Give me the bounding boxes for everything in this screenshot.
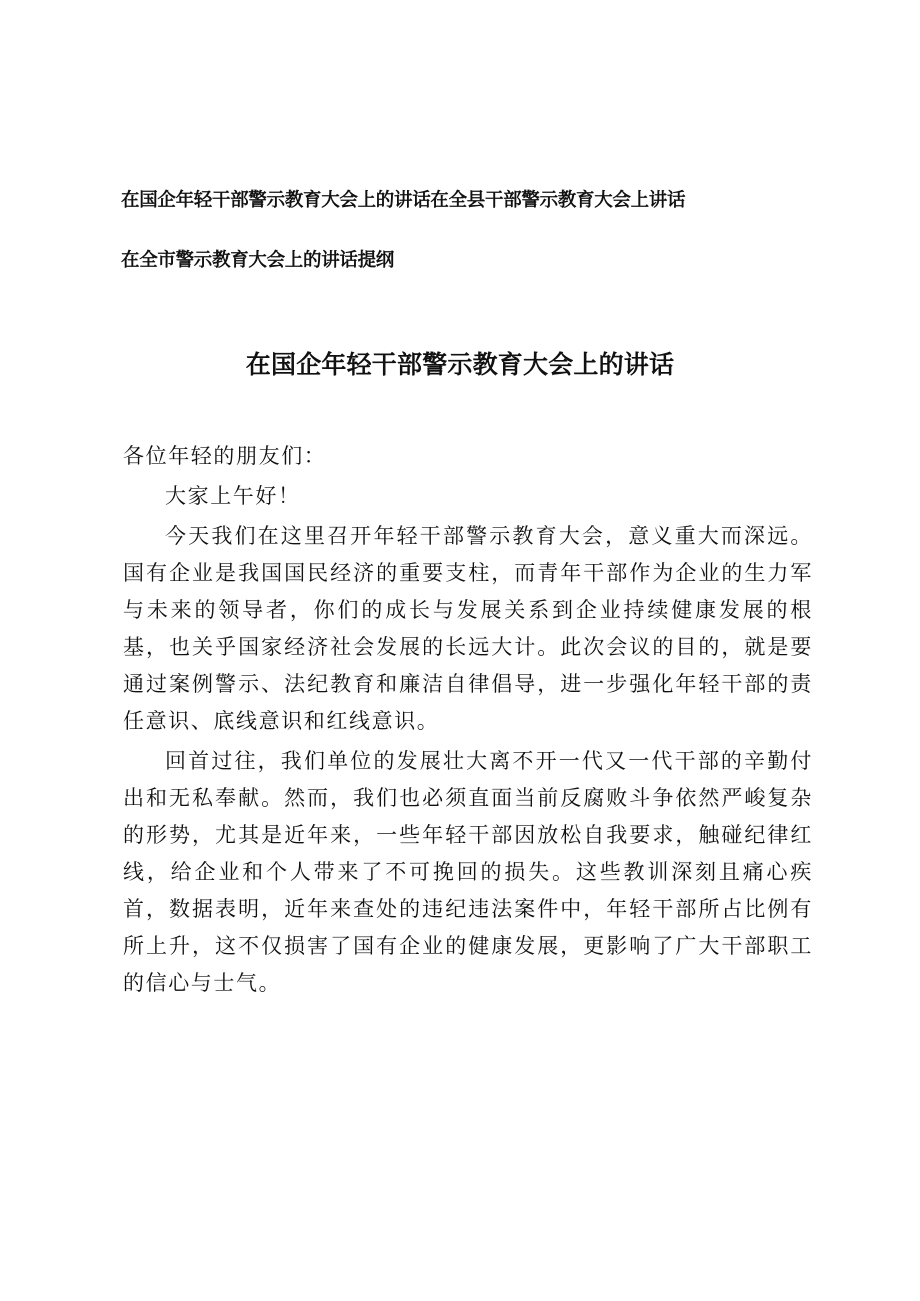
paragraph-1: 今天我们在这里召开年轻干部警示教育大会，意义重大而深远。国有企业是我国国民经济的重要支柱，而青年干部作为企业的生力军与未来的领导者，你们的成长与发展关系到企业持续健康发展的根基，也关乎国家经济社会发展的长远大计。此次会议的目的，就是要通过案例警示、法纪教育和廉洁自律倡导，进一步强化年轻干部的责任意识、底线意识和红线意识。: [123, 524, 813, 733]
paragraph-2: 回首过往，我们单位的发展壮大离不开一代又一代干部的辛勤付出和无私奉献。然而，我们也必须直面当前反腐败斗争依然严峻复杂的形势，尤其是近年来，一些年轻干部因放松自我要求，触碰纪律红线，给企业和个人带来了不可挽回的损失。这些教训深刻且痛心疾首，数据表明，近年来查处的违纪违法案件中，年轻干部所占比例有所上升，这不仅损害了国有企业的健康发展，更影响了广大干部职工的信心与士气。: [123, 749, 813, 995]
greeting: 大家上午好！: [165, 484, 301, 508]
document-title: 在国企年轻干部警示教育大会上的讲话: [245, 350, 675, 379]
related-titles-list: [121, 188, 821, 308]
related-title-line-1: 在国企年轻干部警示教育大会上的讲话在全县干部警示教育大会上讲话: [121, 190, 686, 211]
salutation: 各位年轻的朋友们：: [123, 444, 327, 468]
document-body: [123, 438, 813, 1002]
related-title-line-2: 在全市警示教育大会上的讲话提纲: [121, 250, 395, 271]
